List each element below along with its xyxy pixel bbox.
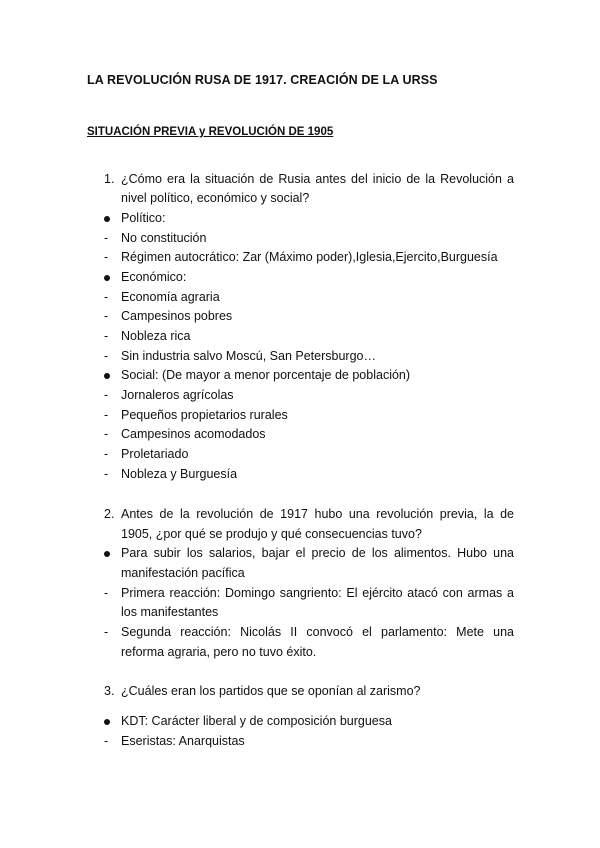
bullet-icon — [104, 368, 116, 382]
list-item-text: Primera reacción: Domingo sangriento: El ejército atacó con armas a — [121, 586, 514, 600]
question-text-line: ¿Cuáles eran los partidos que se oponían al zarismo? — [121, 684, 421, 698]
list-item-text: Nobleza y Burguesía — [121, 467, 238, 481]
list-item-text: Proletariado — [121, 447, 189, 461]
question-number: 3. — [104, 684, 115, 698]
dash-marker: - — [104, 250, 109, 264]
list-item-text: Nobleza rica — [121, 329, 191, 343]
dash-marker: - — [104, 231, 109, 245]
list-item-text: No constitución — [121, 231, 207, 245]
bullet-icon — [104, 211, 116, 225]
dash-marker: - — [104, 467, 109, 481]
list-item-text: Jornaleros agrícolas — [121, 388, 234, 402]
dash-marker: - — [104, 309, 109, 323]
list-item-text: KDT: Carácter liberal y de composición burguesa — [121, 714, 392, 728]
question-text-line: Antes de la revolución de 1917 hubo una revolución previa, la de — [121, 507, 514, 521]
section-heading: SITUACIÓN PREVIA y REVOLUCIÓN DE 1905 — [87, 126, 334, 138]
list-item-text: Sin industria salvo Moscú, San Petersburgo… — [121, 349, 376, 363]
list-item-text: Régimen autocrático: Zar (Máximo poder),Iglesia,Ejercito,Burguesía — [121, 250, 498, 264]
list-item-text: Campesinos pobres — [121, 309, 233, 323]
dash-marker: - — [104, 349, 109, 363]
dash-marker: - — [104, 427, 109, 441]
page-title: LA REVOLUCIÓN RUSA DE 1917. CREACIÓN DE LA URSS — [87, 73, 438, 87]
list-item-text: Economía agraria — [121, 290, 220, 304]
list-item-text: los manifestantes — [121, 605, 219, 619]
list-item-text: Campesinos acomodados — [121, 427, 266, 441]
list-item-text: Para subir los salarios, bajar el precio de los alimentos. Hubo una — [121, 546, 514, 560]
question-number: 1. — [104, 172, 115, 186]
list-item-text: Eseristas: Anarquistas — [121, 734, 245, 748]
dash-marker: - — [104, 586, 109, 600]
question-text-line: ¿Cómo era la situación de Rusia antes del inicio de la Revolución a — [121, 172, 514, 186]
list-item-text: Segunda reacción: Nicolás II convocó el parlamento: Mete una — [121, 625, 514, 639]
question-text-line: nivel político, económico y social? — [121, 191, 310, 205]
bullet-icon — [104, 270, 116, 284]
dash-marker: - — [104, 625, 109, 639]
list-item-text: Pequeños propietarios rurales — [121, 408, 288, 422]
dash-marker: - — [104, 408, 109, 422]
list-item-text: manifestación pacífica — [121, 566, 245, 580]
bullet-icon — [104, 714, 116, 728]
question-number: 2. — [104, 507, 115, 521]
dash-marker: - — [104, 447, 109, 461]
bullet-icon — [104, 546, 116, 560]
category-label: Político: — [121, 211, 166, 225]
dash-marker: - — [104, 388, 109, 402]
category-label: Social: (De mayor a menor porcentaje de población) — [121, 368, 411, 382]
question-text-line: 1905, ¿por qué se produjo y qué consecuencias tuvo? — [121, 527, 422, 541]
dash-marker: - — [104, 329, 109, 343]
dash-marker: - — [104, 290, 109, 304]
list-item-text: reforma agraria, pero no tuvo éxito. — [121, 645, 317, 659]
dash-marker: - — [104, 734, 109, 748]
category-label: Económico: — [121, 270, 187, 284]
